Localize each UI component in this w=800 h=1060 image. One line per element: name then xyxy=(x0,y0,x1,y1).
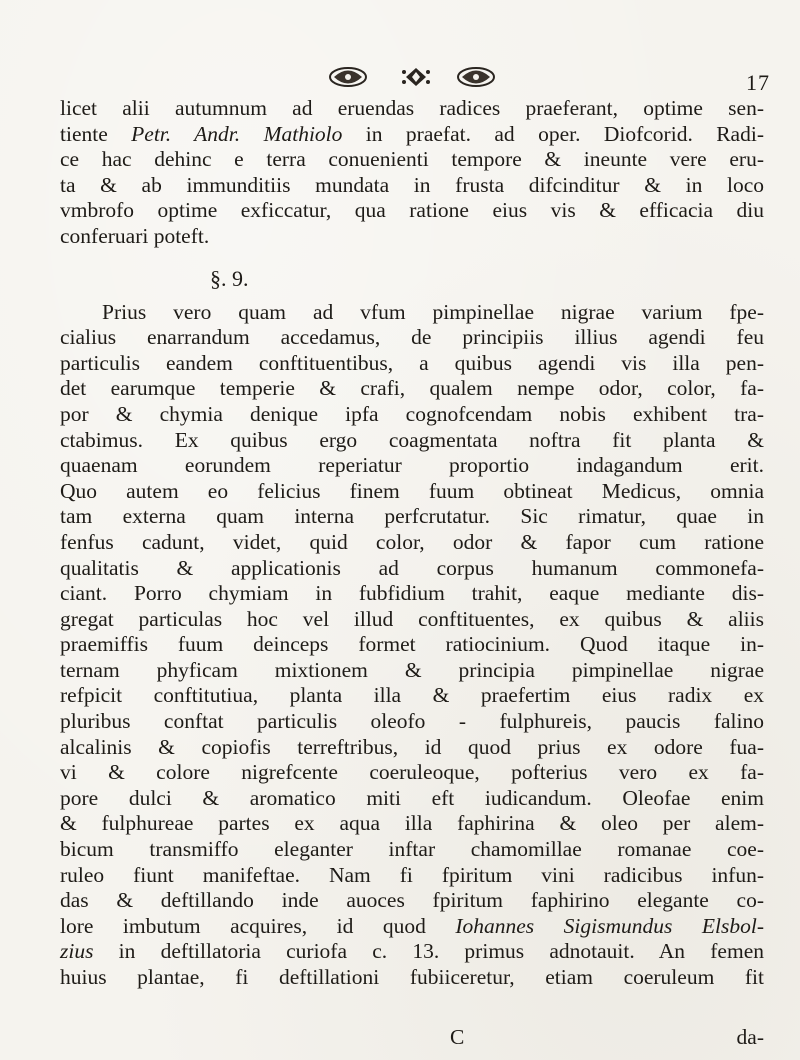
text-line: ciant. Porro chymiam in fubfidium trahit, eaque mediante dis- xyxy=(60,581,764,606)
text-line: Quo autem eo felicius finem fuum obtineat Medicus, omnia xyxy=(60,478,764,503)
text-line: fenfus cadunt, videt, quid color, odor & fapor cum ratione xyxy=(60,529,764,554)
author-reference: Iohannes Sigismundus Elsbol- xyxy=(455,913,764,938)
line-start: lore imbutum acquires, id quod xyxy=(60,913,456,938)
text-line: ctabimus. Ex quibus ergo coagmentata noftra fit planta & xyxy=(60,427,764,452)
text-line: ta & ab immunditiis mundata in frusta difcinditur & in loco xyxy=(60,172,764,197)
text-line: quaenam eorundem reperiatur proportio indagandum erit. xyxy=(60,453,764,478)
text-line: particulis eandem conftituentibus, a quibus agendi vis illa pen- xyxy=(60,350,764,375)
text-line: gregat particulas hoc vel illud conftituentes, ex quibus & aliis xyxy=(60,606,764,631)
paragraph-2 xyxy=(60,300,764,991)
text-line: Prius vero quam ad vfum pimpinellae nigrae varium fpe- xyxy=(102,299,764,324)
text-line xyxy=(60,914,764,940)
text-line: pore dulci & aromatico miti eft iudicandum. Oleofae enim xyxy=(60,785,764,810)
text-line: cialius enarrandum accedamus, de principiis illius agendi feu xyxy=(60,325,764,350)
text-line: licet alii autumnum ad eruendas radices praeferant, optime sen- xyxy=(60,96,764,120)
ornament-left-icon xyxy=(330,68,366,86)
text-line: vi & colore nigrefcente coeruleoque, pofterius vero ex fa- xyxy=(60,760,764,785)
ornament-right-icon xyxy=(458,68,494,86)
text-line: alcalinis & copiofis terreftribus, id quod prius ex odore fua- xyxy=(60,734,764,759)
text-line: ce hac dehinc e terra conuenienti tempore & ineunte vere eru- xyxy=(60,147,764,172)
ornament-center-icon xyxy=(402,68,430,86)
text-line xyxy=(60,939,764,965)
text-line: refpicit conftitutiua, planta illa & praefertim eius radix ex xyxy=(60,683,764,708)
text-line: & fulphureae partes ex aqua illa faphirina & oleo per alem- xyxy=(60,811,764,836)
page-footer xyxy=(60,1025,764,1051)
author-reference: Petr. Andr. Mathiolo xyxy=(131,121,343,146)
catchword: da- xyxy=(736,1025,764,1049)
text-line: qualitatis & applicationis ad corpus humanum commonefa- xyxy=(60,555,764,580)
paragraph-1 xyxy=(60,96,764,250)
line-rest: in deftillatoria curiofa c. 13. primus adnotauit. An femen xyxy=(93,939,764,964)
text-line: det earumque temperie & crafi, qualem nempe odor, color, fa- xyxy=(60,376,764,401)
section-number: §. 9. xyxy=(210,265,249,291)
text-line: por & chymia denique ipfa cognofcendam nobis exhibent tra- xyxy=(60,401,764,426)
text-line: ruleo fiunt manifeftae. Nam fi fpiritum vini radicibus infun- xyxy=(60,862,764,887)
text-line: tam externa quam interna perfcrutatur. Sic rimatur, quae in xyxy=(60,504,764,529)
text-line: pluribus conftat particulis oleofo - fulphureis, paucis falino xyxy=(60,709,764,734)
signature-mark: C xyxy=(450,1025,465,1049)
header-ornament xyxy=(326,62,526,92)
text-line: das & deftillando inde auoces fpiritum faphirino elegante co- xyxy=(60,888,764,913)
author-reference-end: zius xyxy=(60,939,94,964)
page-number: 17 xyxy=(746,70,770,95)
main-text xyxy=(60,96,764,991)
line-rest: in praefat. ad oper. Diofcorid. Radi- xyxy=(342,121,764,146)
text-line: praemiffis fuum deinceps formet ratiocinium. Quod itaque in- xyxy=(60,632,764,657)
text-line: bicum transmiffo eleganter inftar chamomillae romanae coe- xyxy=(60,837,764,862)
line-start: tiente xyxy=(60,121,132,146)
text-line: huius plantae, fi deftillationi fubiiceretur, etiam coeruleum fit xyxy=(60,965,764,989)
text-line: conferuari poteft. xyxy=(60,223,210,248)
text-line: vmbrofo optime exficcatur, qua ratione eius vis & efficacia diu xyxy=(60,198,764,223)
text-line xyxy=(60,122,764,148)
text-line: ternam phyficam mixtionem & principia pimpinellae nigrae xyxy=(60,657,764,682)
